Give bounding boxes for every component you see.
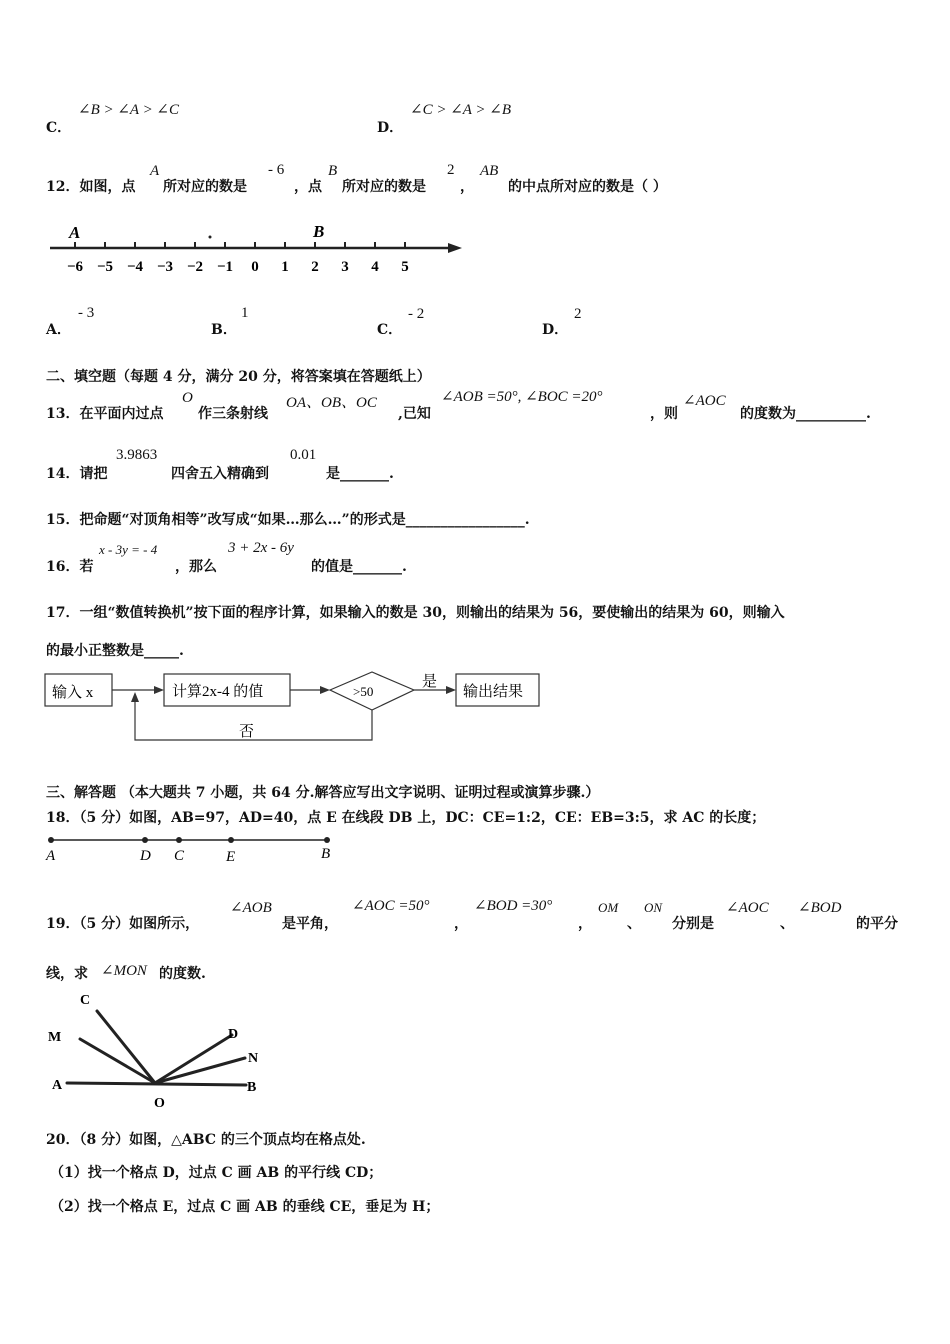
point-b-label: B xyxy=(321,846,331,862)
q19-angle-aoc-2: ∠AOC xyxy=(726,900,769,916)
q16-condition: x - 3y = - 4 xyxy=(99,542,158,557)
q18-segment-figure xyxy=(40,830,340,868)
q14-accuracy: 0.01 xyxy=(290,447,317,463)
q19-text-2: 是平角， xyxy=(282,916,338,932)
q13-condition: ∠AOB =50°, ∠BOC =20° xyxy=(441,389,603,405)
q19-text-4: ， xyxy=(578,916,592,932)
numberline-label-b: B xyxy=(313,222,325,241)
q19-text-6: 分别是 xyxy=(672,916,714,932)
q19-line-2a: 线，求 xyxy=(46,966,88,982)
tick-label: 4 xyxy=(371,259,379,275)
point-d-label: D xyxy=(140,848,151,864)
q12-option-a-value: - 3 xyxy=(78,305,95,321)
point-c-dot xyxy=(176,837,182,843)
tick-label: −6 xyxy=(66,259,84,275)
q19-angle-aoc: ∠AOC =50° xyxy=(352,898,430,914)
q19-angle-figure xyxy=(40,985,280,1115)
point-a-label: A xyxy=(46,848,56,864)
q19-text-3: ， xyxy=(454,916,468,932)
q19-text-1: 19．（5 分）如图所示， xyxy=(46,916,200,932)
q12-number-line xyxy=(44,218,464,280)
q13-angle-aoc: ∠AOC xyxy=(683,393,726,409)
q16-expression: 3 + 2x - 6y xyxy=(228,540,294,556)
numberline-label-a: A xyxy=(69,223,81,242)
flow-yes-label: 是 xyxy=(422,674,438,690)
section-2-title: 二、填空题（每题 4 分，满分 20 分，将答案填在答题纸上） xyxy=(46,369,431,385)
q11-option-c-label: C． xyxy=(46,120,72,136)
q12-option-b-label: B． xyxy=(211,322,237,338)
tick-label: 1 xyxy=(281,259,289,275)
tick-label: −5 xyxy=(96,259,114,275)
q16-text-3: 的值是_______. xyxy=(311,559,407,575)
q13-text-1: 13．在平面内过点 xyxy=(46,406,164,422)
tick-label: −3 xyxy=(156,259,174,275)
q12-point-b: B xyxy=(328,163,338,179)
q19-angle-bod-2: ∠BOD xyxy=(798,900,842,916)
point-d-dot xyxy=(142,837,148,843)
q12-text-2: 所对应的数是 xyxy=(163,179,247,195)
q12-option-d-label: D． xyxy=(542,322,569,338)
q19-angle-mon: ∠MON xyxy=(101,963,147,979)
q13-rays: OA、OB、OC xyxy=(286,395,377,411)
point-b-dot xyxy=(324,837,330,843)
label-m: M xyxy=(48,1030,62,1045)
q14-text-2: 四舍五入精确到 xyxy=(171,466,269,482)
q12-text-5: ， xyxy=(460,179,474,195)
label-o: O xyxy=(154,1096,165,1111)
q20-subquestion-1: （1）找一个格点 D，过点 C 画 AB 的平行线 CD； xyxy=(50,1165,383,1181)
tick-label: −2 xyxy=(186,259,204,275)
q19-ray-om: OM xyxy=(598,900,619,915)
point-c-label: C xyxy=(174,848,185,864)
q17-line-1: 17．一组“数值转换机”按下面的程序计算，如果输入的数是 30，则输出的结果为 56，要使输出的结果为 60，则输入 xyxy=(46,605,785,621)
q20-subquestion-2: （2）找一个格点 E，过点 C 画 AB 的垂线 CE，垂足为 H； xyxy=(50,1199,440,1215)
tick-label: −1 xyxy=(216,259,234,275)
q19-ray-on: ON xyxy=(644,900,663,915)
q12-text-1: 12．如图，点 xyxy=(46,179,136,195)
tick-label: −4 xyxy=(126,259,144,275)
q13-text-4: ，则 xyxy=(650,406,678,422)
q17-line-2: 的最小正整数是_____. xyxy=(46,643,184,659)
q19-text-7: 、 xyxy=(780,916,794,932)
label-b: B xyxy=(247,1080,257,1095)
q12-value-a: - 6 xyxy=(268,162,285,178)
section-3-title: 三、解答题 （本大题共 7 小题，共 64 分.解答应写出文字说明、证明过程或演算步骤.） xyxy=(46,785,600,801)
q19-line-2b: 的度数. xyxy=(159,966,206,982)
q12-midpoint-dot xyxy=(209,236,212,239)
q12-option-c-value: - 2 xyxy=(408,306,425,322)
q12-option-b-value: 1 xyxy=(241,305,249,321)
point-e-label: E xyxy=(226,849,236,865)
q12-text-3: ，点 xyxy=(294,179,322,195)
q13-text-5: 的度数为__________. xyxy=(740,406,871,422)
q20-text: 20．（8 分）如图，△ABC 的三个顶点均在格点处. xyxy=(46,1132,366,1148)
q11-option-c-expression: ∠B > ∠A > ∠C xyxy=(78,102,180,118)
q14-text-3: 是_______. xyxy=(326,466,394,482)
q12-segment-ab: AB xyxy=(480,163,499,179)
q13-text-2: 作三条射线 xyxy=(198,406,268,422)
q16-text-1: 16．若 xyxy=(46,559,94,575)
q12-option-a-label: A． xyxy=(46,322,71,338)
q19-angle-bod: ∠BOD =30° xyxy=(474,898,553,914)
q19-text-5: 、 xyxy=(627,916,641,932)
label-a: A xyxy=(52,1078,63,1093)
q19-text-8: 的平分 xyxy=(856,916,898,932)
point-a-dot xyxy=(48,837,54,843)
flow-condition-label: >50 xyxy=(353,684,374,699)
q13-point-o: O xyxy=(182,390,193,406)
q11-option-d-expression: ∠C > ∠A > ∠B xyxy=(410,102,512,118)
q17-flowchart xyxy=(44,664,544,744)
flow-input-label: 输入 x xyxy=(52,685,94,701)
label-n: N xyxy=(248,1051,259,1066)
tick-label: 0 xyxy=(251,259,259,275)
q13-text-3: ,已知 xyxy=(398,406,431,422)
label-c: C xyxy=(80,993,91,1008)
q12-text-4: 所对应的数是 xyxy=(342,179,426,195)
tick-label: 2 xyxy=(311,259,319,275)
point-e-dot xyxy=(228,837,234,843)
q15-text: 15．把命题“对顶角相等”改写成“如果…那么…”的形式是_________________. xyxy=(46,512,530,528)
q16-text-2: ，那么 xyxy=(175,559,217,575)
q12-option-c-label: C． xyxy=(377,322,403,338)
tick-label: 3 xyxy=(341,259,349,275)
q12-text-6: 的中点所对应的数是（ ） xyxy=(508,179,667,195)
flow-output-label: 输出结果 xyxy=(463,684,524,700)
q11-option-d-label: D． xyxy=(377,120,404,136)
tick-label: 5 xyxy=(401,259,409,275)
q18-text: 18．（5 分）如图，AB=97，AD=40，点 E 在线段 DB 上，DC：CE=1:2，CE：EB=3:5，求 AC 的长度； xyxy=(46,810,766,826)
q12-option-d-value: 2 xyxy=(574,306,582,322)
flow-no-label: 否 xyxy=(239,724,255,740)
q12-value-b: 2 xyxy=(447,162,455,178)
q14-text-1: 14．请把 xyxy=(46,466,108,482)
q19-angle-aob: ∠AOB xyxy=(230,900,272,916)
q14-number: 3.9863 xyxy=(116,447,158,463)
label-d: D xyxy=(228,1027,239,1042)
q12-point-a: A xyxy=(150,163,160,179)
flow-compute-label: 计算2x-4 的值 xyxy=(172,684,264,700)
